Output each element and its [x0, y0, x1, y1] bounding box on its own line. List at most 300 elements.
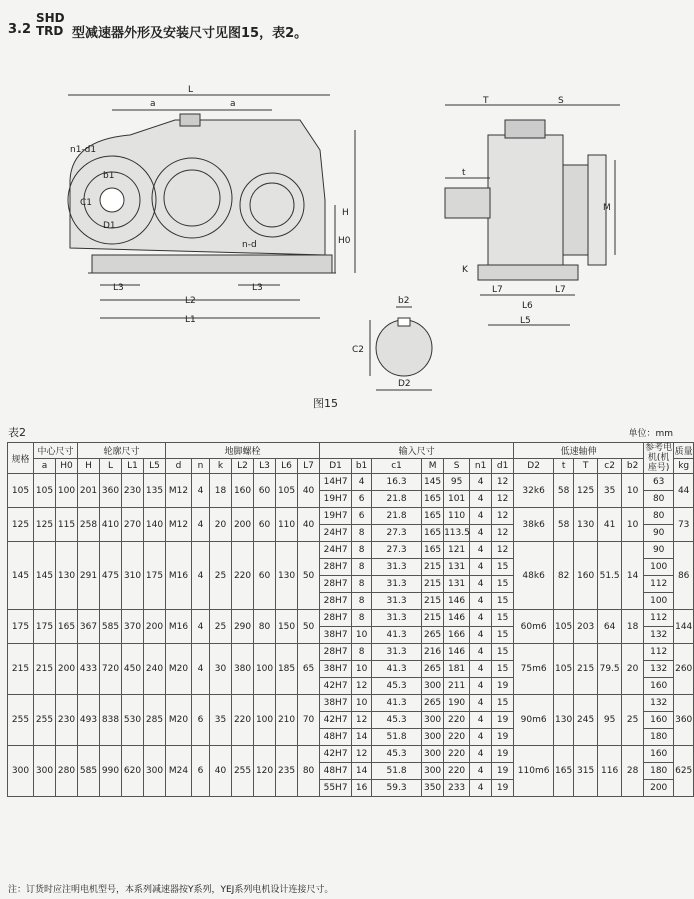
label-L3-2: L3 [252, 283, 263, 293]
table-cell: 19H7 [320, 491, 352, 508]
label-t: t [462, 168, 466, 178]
table-cell: 132 [644, 661, 674, 678]
table-cell: 41.3 [372, 661, 422, 678]
table-cell: 215 [422, 610, 444, 627]
table-cell: 6 [352, 491, 372, 508]
table-cell: 410 [100, 508, 122, 542]
table-cell: 41 [598, 508, 622, 542]
table-cell: 200 [56, 644, 78, 695]
table-cell: 300 [422, 763, 444, 780]
header-col: b2 [622, 458, 644, 474]
table-cell: 220 [232, 695, 254, 746]
table-cell: 4 [192, 508, 210, 542]
table-cell: 990 [100, 746, 122, 797]
header-col: c2 [598, 458, 622, 474]
table-cell: 112 [644, 644, 674, 661]
table-cell: 110m6 [514, 746, 554, 797]
table-row [8, 508, 694, 525]
table-cell: 24H7 [320, 542, 352, 559]
table-cell: 95 [598, 695, 622, 746]
table-cell: 180 [644, 763, 674, 780]
label-H: H [342, 208, 349, 218]
table-cell: 19 [492, 678, 514, 695]
table-cell: 230 [56, 695, 78, 746]
table-cell: 25 [622, 695, 644, 746]
table-cell: 112 [644, 610, 674, 627]
table-cell: 15 [492, 610, 514, 627]
table-cell: 131 [444, 559, 470, 576]
table-cell: 82 [554, 542, 574, 610]
label-n1-d1: n1-d1 [70, 145, 97, 155]
table-cell: 160 [644, 678, 674, 695]
table-cell: 35 [598, 474, 622, 508]
table-cell: 300 [422, 712, 444, 729]
table-cell: 215 [422, 576, 444, 593]
table-cell: 181 [444, 661, 470, 678]
table-cell: 145 [8, 542, 34, 610]
table-cell: 493 [78, 695, 100, 746]
table-cell: 315 [574, 746, 598, 797]
table-cell: 4 [470, 729, 492, 746]
table-cell: 380 [232, 644, 254, 695]
table-cell: 220 [444, 729, 470, 746]
table-cell: 15 [492, 593, 514, 610]
header-col: d1 [492, 458, 514, 474]
table-cell: 19 [492, 746, 514, 763]
table-cell: 140 [144, 508, 166, 542]
table-cell: 265 [422, 627, 444, 644]
table-cell: 80 [298, 746, 320, 797]
table-cell: 475 [100, 542, 122, 610]
header-col: kg [674, 458, 694, 474]
table-cell: 220 [444, 763, 470, 780]
table-cell: 18 [622, 610, 644, 644]
table-cell: M16 [166, 542, 192, 610]
table-cell: M12 [166, 474, 192, 508]
table-cell: 6 [192, 746, 210, 797]
header-col: L7 [298, 458, 320, 474]
header-output-shaft: 低速轴伸 [514, 443, 644, 459]
table-cell: 4 [470, 610, 492, 627]
table-cell: 50 [298, 610, 320, 644]
table-cell: 166 [444, 627, 470, 644]
table-cell: 12 [492, 491, 514, 508]
label-S: S [558, 96, 564, 106]
section-number: 3.2 [8, 22, 32, 37]
table-cell: 70 [298, 695, 320, 746]
table-cell: 132 [644, 627, 674, 644]
table-cell: 146 [444, 593, 470, 610]
table-cell: 60 [254, 508, 276, 542]
table-cell: 4 [470, 661, 492, 678]
label-D1: D1 [103, 221, 116, 231]
table-cell: 625 [674, 746, 694, 797]
table-cell: 146 [444, 644, 470, 661]
table-cell: 245 [574, 695, 598, 746]
table-cell: 38k6 [514, 508, 554, 542]
table-cell: 31.3 [372, 576, 422, 593]
header-col: c1 [372, 458, 422, 474]
table-cell: 4 [470, 627, 492, 644]
table-cell: 105 [8, 474, 34, 508]
table-cell: 215 [422, 559, 444, 576]
table-cell: 175 [34, 610, 56, 644]
table-cell: 105 [34, 474, 56, 508]
table-cell: 90 [644, 525, 674, 542]
table-cell: 165 [422, 508, 444, 525]
table-cell: 38H7 [320, 695, 352, 712]
spec-table [7, 442, 694, 797]
table-cell: 450 [122, 644, 144, 695]
table-cell: 145 [422, 474, 444, 491]
table-cell: 211 [444, 678, 470, 695]
header-spec: 规格 [8, 443, 34, 474]
table-cell: 27.3 [372, 525, 422, 542]
table-cell: 585 [100, 610, 122, 644]
table-cell: 6 [192, 695, 210, 746]
table-cell: 20 [622, 644, 644, 695]
table-cell: 200 [644, 780, 674, 797]
table-cell: 31.3 [372, 610, 422, 627]
table-cell: 15 [492, 661, 514, 678]
table-row [8, 474, 694, 491]
label-L: L [188, 85, 194, 95]
table-cell: 8 [352, 593, 372, 610]
table-cell: 6 [352, 508, 372, 525]
table-cell: 350 [422, 780, 444, 797]
table-cell: 40 [298, 508, 320, 542]
table-cell: 42H7 [320, 678, 352, 695]
table-cell: 291 [78, 542, 100, 610]
label-D2: D2 [398, 379, 411, 389]
table-cell: 203 [574, 610, 598, 644]
table-cell: 4 [470, 491, 492, 508]
table-cell: 80 [644, 491, 674, 508]
table-cell: 121 [444, 542, 470, 559]
label-C1: C1 [80, 198, 93, 208]
header-col: T [574, 458, 598, 474]
table-cell: 8 [352, 644, 372, 661]
table-cell: 12 [492, 542, 514, 559]
table-cell: 19 [492, 729, 514, 746]
header-col: a [34, 458, 56, 474]
table-cell: 8 [352, 525, 372, 542]
table-cell: 100 [56, 474, 78, 508]
label-M: M [603, 203, 611, 213]
header-col: t [554, 458, 574, 474]
header-col: b1 [352, 458, 372, 474]
label-L5: L5 [520, 316, 531, 326]
table-cell: 48H7 [320, 729, 352, 746]
table-cell: 4 [470, 695, 492, 712]
table-cell: 4 [470, 780, 492, 797]
table-cell: 255 [34, 695, 56, 746]
table-cell: 28H7 [320, 559, 352, 576]
table-cell: 38H7 [320, 661, 352, 678]
table-cell: 21.8 [372, 491, 422, 508]
header-col: H [78, 458, 100, 474]
table-cell: 144 [674, 610, 694, 644]
table-cell: 230 [122, 474, 144, 508]
table-cell: 64 [598, 610, 622, 644]
table-cell: 240 [144, 644, 166, 695]
table-cell: 51.5 [598, 542, 622, 610]
table-cell: 185 [276, 644, 298, 695]
table-cell: 60m6 [514, 610, 554, 644]
table-cell: 300 [422, 729, 444, 746]
header-motor: 参考电机(机座号) [645, 443, 673, 473]
table-cell: 12 [352, 712, 372, 729]
table-cell: 12 [352, 678, 372, 695]
table-cell: 18 [210, 474, 232, 508]
label-L7-2: L7 [555, 285, 566, 295]
table-cell: M20 [166, 644, 192, 695]
table-cell: 220 [232, 542, 254, 610]
table-cell: 4 [192, 542, 210, 610]
table-row [8, 542, 694, 559]
header-col: k [210, 458, 232, 474]
table-cell: 48H7 [320, 763, 352, 780]
table-cell: 160 [574, 542, 598, 610]
table-cell: 10 [622, 474, 644, 508]
table-cell: 4 [192, 644, 210, 695]
table-cell: 51.8 [372, 763, 422, 780]
table-cell: 370 [122, 610, 144, 644]
table-cell: 160 [644, 712, 674, 729]
front-view [68, 95, 355, 318]
table-cell: 367 [78, 610, 100, 644]
table-cell: 19 [492, 763, 514, 780]
table-cell: 19H7 [320, 508, 352, 525]
table-cell: 4 [470, 525, 492, 542]
table-cell: 4 [470, 763, 492, 780]
table-cell: M16 [166, 610, 192, 644]
table-cell: 4 [470, 542, 492, 559]
header-col: L [100, 458, 122, 474]
header-col: S [444, 458, 470, 474]
label-b1: b1 [103, 171, 115, 181]
table-cell: 58 [554, 508, 574, 542]
label-L1: L1 [185, 315, 196, 325]
table-cell: 14 [352, 763, 372, 780]
table-cell: 15 [492, 644, 514, 661]
table-cell: 290 [232, 610, 254, 644]
table-cell: 10 [352, 661, 372, 678]
table-cell: 105 [554, 644, 574, 695]
table-cell: 113.5 [444, 525, 470, 542]
table-cell: 41.3 [372, 627, 422, 644]
table-cell: 200 [144, 610, 166, 644]
table-cell: 258 [78, 508, 100, 542]
table-cell: 60 [254, 542, 276, 610]
table-cell: 28H7 [320, 593, 352, 610]
table-cell: 100 [254, 644, 276, 695]
table-cell: 10 [622, 508, 644, 542]
table-cell: 165 [554, 746, 574, 797]
table-cell: 4 [470, 474, 492, 491]
table-cell: 8 [352, 576, 372, 593]
table-cell: 19 [492, 780, 514, 797]
side-view [445, 105, 620, 325]
table-cell: 4 [470, 644, 492, 661]
table-cell: 160 [232, 474, 254, 508]
table-cell: 300 [422, 678, 444, 695]
table-cell: 63 [644, 474, 674, 491]
table-cell: 115 [56, 508, 78, 542]
table-cell: 175 [8, 610, 34, 644]
table-cell: 50 [298, 542, 320, 610]
table-cell: 12 [492, 525, 514, 542]
table-cell: 160 [644, 746, 674, 763]
table-cell: 45.3 [372, 678, 422, 695]
label-b2: b2 [398, 296, 410, 306]
table-cell: 14H7 [320, 474, 352, 491]
table-cell: 30 [210, 644, 232, 695]
table-cell: 12 [352, 746, 372, 763]
table-cell: 265 [422, 661, 444, 678]
table-cell: 31.3 [372, 593, 422, 610]
table-cell: 285 [144, 695, 166, 746]
table-cell: 233 [444, 780, 470, 797]
table-cell: 28H7 [320, 576, 352, 593]
shaft-section [370, 307, 432, 390]
table-cell: 145 [34, 542, 56, 610]
header-col: M [422, 458, 444, 474]
table-cell: 300 [8, 746, 34, 797]
table-cell: 146 [444, 610, 470, 627]
table-cell: 4 [470, 712, 492, 729]
reducer-outline-drawing [0, 0, 683, 420]
table-cell: 210 [276, 695, 298, 746]
table-cell: 135 [144, 474, 166, 508]
table-cell: 90m6 [514, 695, 554, 746]
table-cell: 42H7 [320, 712, 352, 729]
table-cell: 45.3 [372, 712, 422, 729]
table-cell: 4 [470, 593, 492, 610]
label-K: K [462, 265, 468, 275]
header-col: D2 [514, 458, 554, 474]
table-cell: 130 [56, 542, 78, 610]
table-cell: 125 [8, 508, 34, 542]
table-cell: 38H7 [320, 627, 352, 644]
table-cell: 58 [554, 474, 574, 508]
table-cell: 201 [78, 474, 100, 508]
table-cell: 35 [210, 695, 232, 746]
table-cell: 100 [644, 559, 674, 576]
table-cell: 4 [470, 576, 492, 593]
table-cell: 190 [444, 695, 470, 712]
table-cell: 95 [444, 474, 470, 491]
table-cell: 41.3 [372, 695, 422, 712]
table-cell: 28 [622, 746, 644, 797]
header-col: L3 [254, 458, 276, 474]
header-col: H0 [56, 458, 78, 474]
header-col: n1 [470, 458, 492, 474]
table-cell: 175 [144, 542, 166, 610]
table-cell: 4 [192, 474, 210, 508]
table-cell: 100 [254, 695, 276, 746]
table-cell: 180 [644, 729, 674, 746]
table-cell: 51.8 [372, 729, 422, 746]
label-L6: L6 [522, 301, 533, 311]
table-row [8, 695, 694, 712]
table-cell: 101 [444, 491, 470, 508]
table-cell: 4 [470, 678, 492, 695]
table-cell: 4 [470, 746, 492, 763]
table-cell: 125 [34, 508, 56, 542]
table-cell: 14 [352, 729, 372, 746]
table-cell: 620 [122, 746, 144, 797]
table-cell: 131 [444, 576, 470, 593]
table-row [8, 610, 694, 627]
table-cell: 31.3 [372, 559, 422, 576]
label-T: T [483, 96, 489, 106]
table-cell: 105 [276, 474, 298, 508]
table-cell: 14 [622, 542, 644, 610]
table-cell: 12 [492, 474, 514, 491]
table-cell: 215 [574, 644, 598, 695]
table-cell: 132 [644, 695, 674, 712]
label-L7-1: L7 [492, 285, 503, 295]
table-cell: 24H7 [320, 525, 352, 542]
table-cell: 220 [444, 712, 470, 729]
table-cell: 216 [422, 644, 444, 661]
table-cell: 25 [210, 542, 232, 610]
table-cell: 16.3 [372, 474, 422, 491]
table-cell: 40 [298, 474, 320, 508]
header-col: n [192, 458, 210, 474]
label-L2: L2 [185, 296, 196, 306]
table-cell: 720 [100, 644, 122, 695]
table-cell: 80 [644, 508, 674, 525]
header-col: L6 [276, 458, 298, 474]
table-cell: 110 [444, 508, 470, 525]
table-cell: 60 [254, 474, 276, 508]
table-cell: 73 [674, 508, 694, 542]
table-cell: 75m6 [514, 644, 554, 695]
table-cell: 4 [470, 508, 492, 525]
table-cell: 19 [492, 712, 514, 729]
table-cell: 40 [210, 746, 232, 797]
table-cell: 15 [492, 559, 514, 576]
table-cell: 130 [554, 695, 574, 746]
table-cell: 220 [444, 746, 470, 763]
table-cell: 215 [8, 644, 34, 695]
header-center: 中心尺寸 [34, 443, 78, 459]
label-n-d: n-d [242, 240, 257, 250]
table-cell: 4 [192, 610, 210, 644]
table-cell: 15 [492, 576, 514, 593]
table-cell: 200 [232, 508, 254, 542]
table-cell: 300 [34, 746, 56, 797]
table-cell: 28H7 [320, 610, 352, 627]
table-cell: 86 [674, 542, 694, 610]
table-cell: 310 [122, 542, 144, 610]
table-cell: M20 [166, 695, 192, 746]
label-C2: C2 [352, 345, 365, 355]
table-cell: 300 [422, 746, 444, 763]
table-cell: 165 [422, 491, 444, 508]
header-mass: 质量 [674, 443, 694, 459]
table-cell: 4 [352, 474, 372, 491]
table-cell: 8 [352, 610, 372, 627]
table-cell: 265 [422, 695, 444, 712]
table-cell: 59.3 [372, 780, 422, 797]
table-cell: 48k6 [514, 542, 554, 610]
table-cell: 44 [674, 474, 694, 508]
table-cell: 530 [122, 695, 144, 746]
table-cell: 42H7 [320, 746, 352, 763]
